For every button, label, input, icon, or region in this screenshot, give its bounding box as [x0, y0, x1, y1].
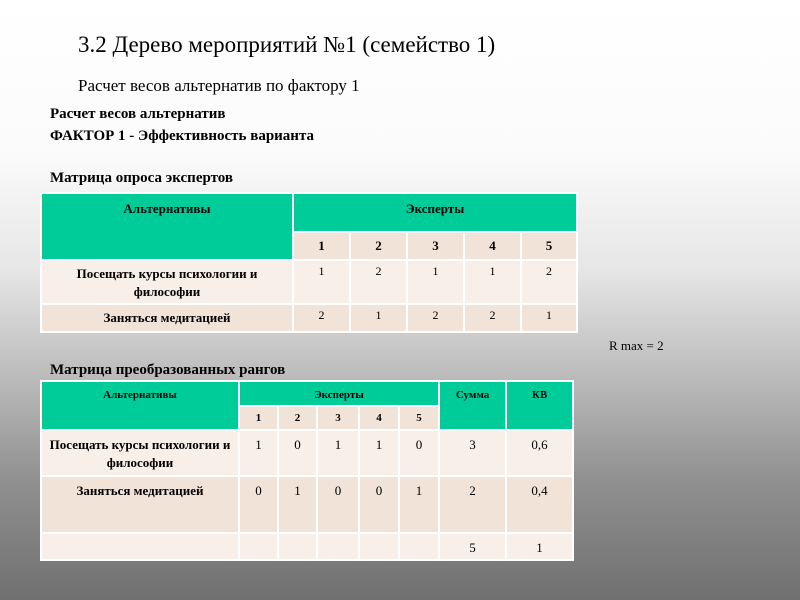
header-alternatives: Альтернативы: [41, 193, 293, 260]
row-label: Посещать курсы психологии и философии: [41, 430, 239, 476]
cell-value: 1: [293, 260, 350, 304]
cell-value: 2: [350, 260, 407, 304]
cell-value: 0: [239, 476, 278, 533]
cell-sum: 3: [439, 430, 506, 476]
total-kv: 1: [506, 533, 573, 560]
cell-kv: 0,4: [506, 476, 573, 533]
expert-number: 1: [293, 232, 350, 260]
header-experts: Эксперты: [239, 381, 439, 406]
header-alternatives: Альтернативы: [41, 381, 239, 430]
expert-survey-matrix: [40, 192, 578, 333]
expert-number: 5: [399, 406, 439, 430]
rmax-value: R max = 2: [609, 338, 664, 353]
cell-value: 0: [399, 430, 439, 476]
cell-value: 2: [464, 304, 521, 332]
transformed-ranks-matrix: [40, 380, 574, 561]
cell-value: 1: [464, 260, 521, 304]
cell-value: 0: [278, 430, 317, 476]
cell-sum: 2: [439, 476, 506, 533]
row-label: Заняться медитацией: [41, 304, 293, 332]
header-experts: Эксперты: [293, 193, 577, 232]
factor-heading: ФАКТОР 1 - Эффективность варианта: [50, 128, 315, 144]
total-sum: 5: [439, 533, 506, 560]
slide-title: 3.2 Дерево мероприятий №1 (семейство 1): [78, 32, 496, 57]
cell-value: 1: [521, 304, 577, 332]
cell-value: 2: [407, 304, 464, 332]
expert-number: 2: [350, 232, 407, 260]
expert-number: 1: [239, 406, 278, 430]
expert-number: 3: [407, 232, 464, 260]
cell-value: 0: [317, 476, 359, 533]
cell-value: 0: [359, 476, 399, 533]
cell-value: 1: [359, 430, 399, 476]
expert-number: 2: [278, 406, 317, 430]
table-row: [41, 304, 577, 332]
expert-number: 4: [464, 232, 521, 260]
cell-value: 1: [317, 430, 359, 476]
header-sum: Сумма: [439, 381, 506, 430]
expert-number: 4: [359, 406, 399, 430]
cell-value: 1: [407, 260, 464, 304]
section-heading: Расчет весов альтернатив: [50, 106, 226, 122]
total-row: [41, 533, 573, 560]
cell-value: 2: [521, 260, 577, 304]
header-kv: КВ: [506, 381, 573, 430]
cell-value: 1: [278, 476, 317, 533]
slide-subtitle: Расчет весов альтернатив по фактору 1: [78, 76, 360, 95]
cell-value: 1: [239, 430, 278, 476]
table-row: [41, 260, 577, 304]
table-row: [41, 430, 573, 476]
expert-number: 5: [521, 232, 577, 260]
matrix1-title: Матрица опроса экспертов: [50, 170, 234, 186]
cell-value: 2: [293, 304, 350, 332]
cell-value: 1: [399, 476, 439, 533]
expert-number: 3: [317, 406, 359, 430]
cell-value: 1: [350, 304, 407, 332]
table-row: [41, 476, 573, 533]
row-label: Посещать курсы психологии и философии: [41, 260, 293, 304]
matrix2-title: Матрица преобразованных рангов: [50, 362, 286, 378]
cell-kv: 0,6: [506, 430, 573, 476]
row-label: Заняться медитацией: [41, 476, 239, 533]
